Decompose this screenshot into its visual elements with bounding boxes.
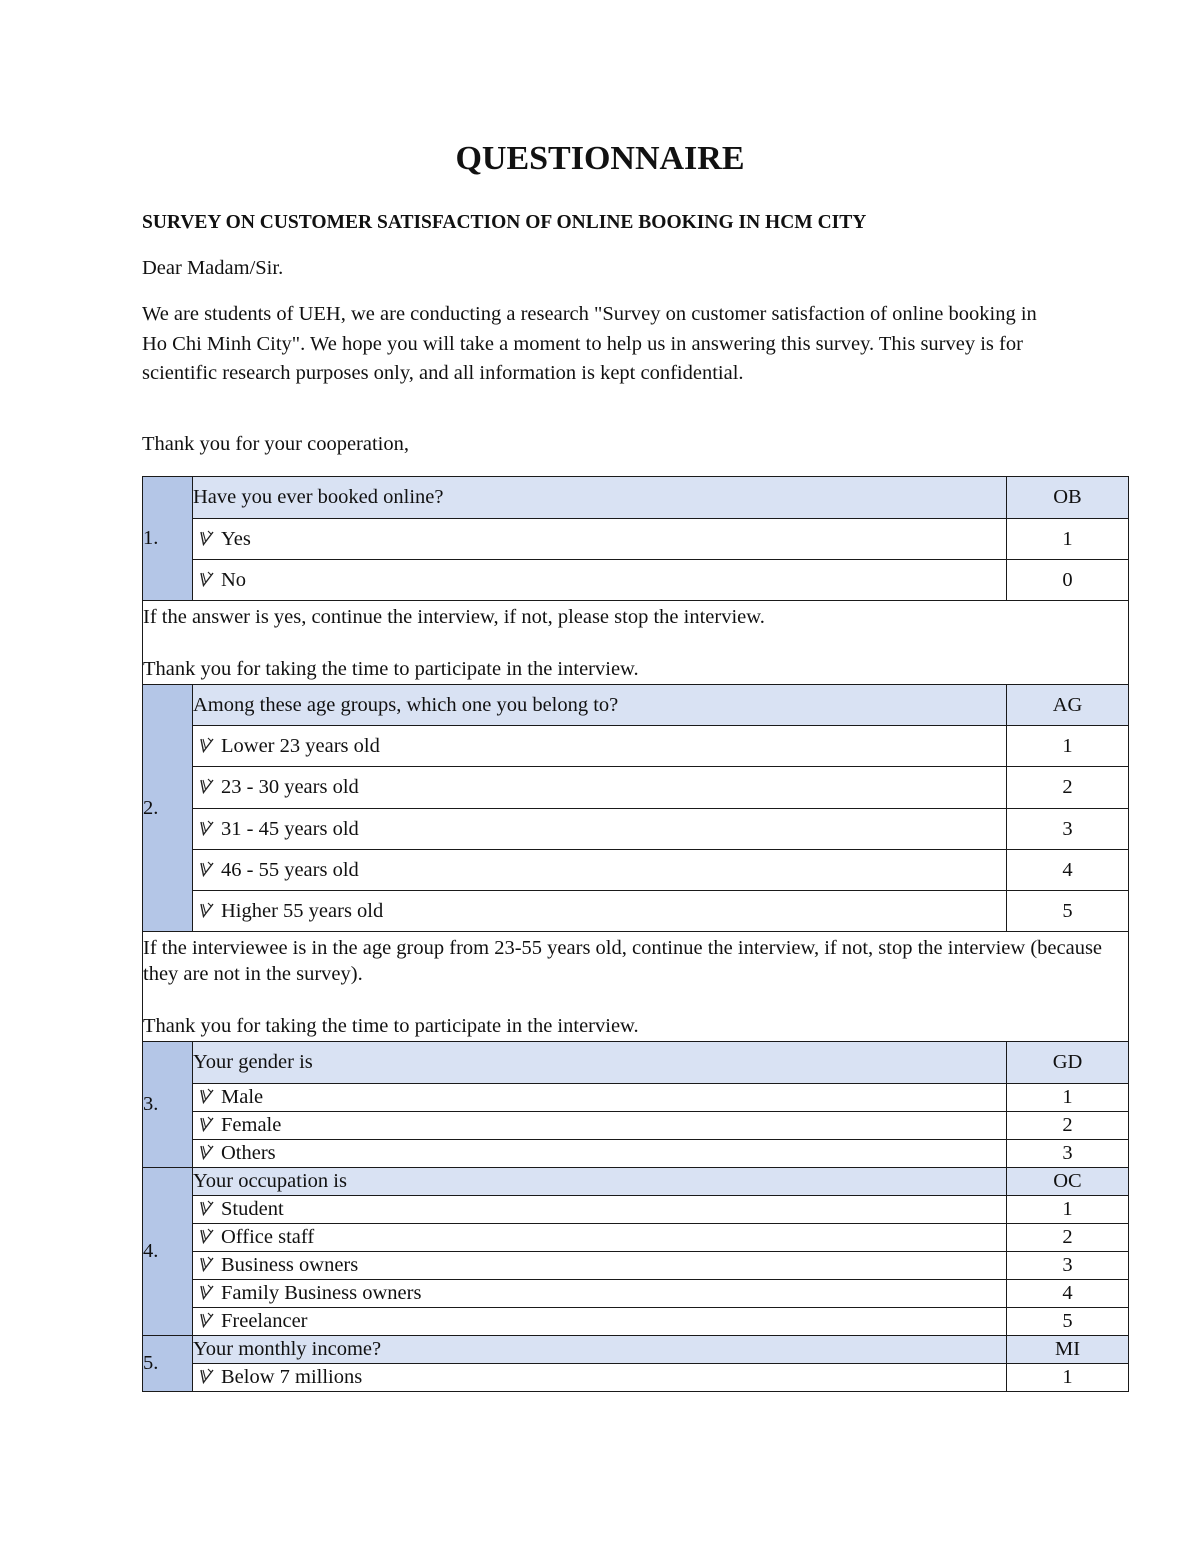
question-number: 2. <box>143 685 193 932</box>
pencil-check-icon <box>199 1198 221 1221</box>
pencil-check-icon <box>199 900 221 923</box>
pencil-check-icon <box>199 1086 221 1109</box>
option-label: 31 - 45 years old <box>221 817 359 840</box>
variable-code: MI <box>1007 1336 1129 1364</box>
question-text: Your monthly income? <box>193 1336 1007 1364</box>
instruction-text: If the answer is yes, continue the interview, if not, please stop the interview. <box>143 605 765 628</box>
option-row <box>143 1196 1129 1224</box>
pencil-check-icon <box>199 1226 221 1249</box>
pencil-check-icon <box>199 528 221 551</box>
option-label: Family Business owners <box>221 1282 422 1304</box>
option-row <box>143 1112 1129 1140</box>
option-label: Student <box>221 1198 284 1220</box>
question-text: Your gender is <box>193 1042 1007 1084</box>
pencil-check-icon <box>199 1366 221 1389</box>
question-row <box>143 1168 1129 1196</box>
variable-code: GD <box>1007 1042 1129 1084</box>
option-row <box>143 891 1129 932</box>
question-row <box>143 1042 1129 1084</box>
pencil-check-icon <box>199 818 221 841</box>
question-number: 1. <box>143 477 193 601</box>
option-row <box>143 560 1129 601</box>
variable-code: OC <box>1007 1168 1129 1196</box>
option-value: 1 <box>1007 1196 1129 1224</box>
option-value: 1 <box>1007 1084 1129 1112</box>
option-value: 2 <box>1007 1224 1129 1252</box>
option-row <box>143 726 1129 767</box>
question-row <box>143 477 1129 519</box>
option-row <box>143 809 1129 850</box>
option-row <box>143 1084 1129 1112</box>
instruction-row <box>143 601 1129 685</box>
option-value: 0 <box>1007 560 1129 601</box>
question-number: 5. <box>143 1336 193 1392</box>
option-label: Female <box>221 1114 282 1136</box>
question-number: 4. <box>143 1168 193 1336</box>
pencil-check-icon <box>199 1142 221 1165</box>
option-value: 1 <box>1007 726 1129 767</box>
pencil-check-icon <box>199 859 221 882</box>
instruction-note <box>143 932 1129 1042</box>
pencil-check-icon <box>199 1254 221 1277</box>
option-value: 2 <box>1007 767 1129 809</box>
intro-paragraph: We are students of UEH, we are conducting a research "Survey on customer satisfaction of online booking in Ho Chi Minh City". We hope you will take a moment to help us in answering this survey. This survey is for scientific research purposes only, and all information is kept confidential. <box>142 303 1037 384</box>
pencil-check-icon <box>199 1310 221 1333</box>
option-label: Freelancer <box>221 1310 308 1332</box>
option-label: Below 7 millions <box>221 1366 363 1388</box>
question-number: 3. <box>143 1042 193 1168</box>
option-value: 3 <box>1007 1252 1129 1280</box>
question-text: Have you ever booked online? <box>193 477 1007 519</box>
option-label: Business owners <box>221 1254 359 1276</box>
question-text: Your occupation is <box>193 1168 1007 1196</box>
option-value: 5 <box>1007 891 1129 932</box>
option-value: 4 <box>1007 1280 1129 1308</box>
option-label: Lower 23 years old <box>221 734 380 757</box>
option-row <box>143 767 1129 809</box>
option-value: 4 <box>1007 850 1129 891</box>
thanks-line: Thank you for your cooperation, <box>142 433 409 455</box>
option-label: Office staff <box>221 1226 315 1248</box>
option-value: 2 <box>1007 1112 1129 1140</box>
survey-subtitle: SURVEY ON CUSTOMER SATISFACTION OF ONLINE BOOKING IN HCM CITY <box>142 212 867 233</box>
instruction-thanks: Thank you for taking the time to participate in the interview. <box>143 657 639 680</box>
option-row <box>143 1140 1129 1168</box>
option-label: 46 - 55 years old <box>221 858 359 881</box>
option-value: 1 <box>1007 519 1129 560</box>
question-text: Among these age groups, which one you belong to? <box>193 685 1007 726</box>
option-value: 5 <box>1007 1308 1129 1336</box>
instruction-row <box>143 932 1129 1042</box>
pencil-check-icon <box>199 1282 221 1305</box>
option-label: Higher 55 years old <box>221 899 384 922</box>
variable-code: OB <box>1007 477 1129 519</box>
option-row <box>143 519 1129 560</box>
salutation: Dear Madam/Sir. <box>142 257 284 279</box>
option-row <box>143 1308 1129 1336</box>
pencil-check-icon <box>199 1114 221 1137</box>
option-row <box>143 1224 1129 1252</box>
option-label: Yes <box>221 527 251 550</box>
variable-code: AG <box>1007 685 1129 726</box>
instruction-thanks: Thank you for taking the time to participate in the interview. <box>143 1014 639 1037</box>
option-row <box>143 850 1129 891</box>
pencil-check-icon <box>199 776 221 799</box>
page-title: QUESTIONNAIRE <box>455 140 745 177</box>
questionnaire-table <box>142 476 1129 1392</box>
option-row <box>143 1252 1129 1280</box>
pencil-check-icon <box>199 569 221 592</box>
instruction-text: If the interviewee is in the age group from 23-55 years old, continue the interview, if not, stop the interview (because they are not in the survey). <box>143 936 1103 985</box>
question-row <box>143 1336 1129 1364</box>
option-label: Male <box>221 1086 264 1108</box>
option-row <box>143 1280 1129 1308</box>
option-value: 3 <box>1007 1140 1129 1168</box>
option-value: 3 <box>1007 809 1129 850</box>
question-row <box>143 685 1129 726</box>
instruction-note <box>143 601 1129 685</box>
option-row <box>143 1364 1129 1392</box>
option-label: Others <box>221 1142 276 1164</box>
option-value: 1 <box>1007 1364 1129 1392</box>
option-label: No <box>221 568 247 591</box>
pencil-check-icon <box>199 735 221 758</box>
option-label: 23 - 30 years old <box>221 776 359 798</box>
